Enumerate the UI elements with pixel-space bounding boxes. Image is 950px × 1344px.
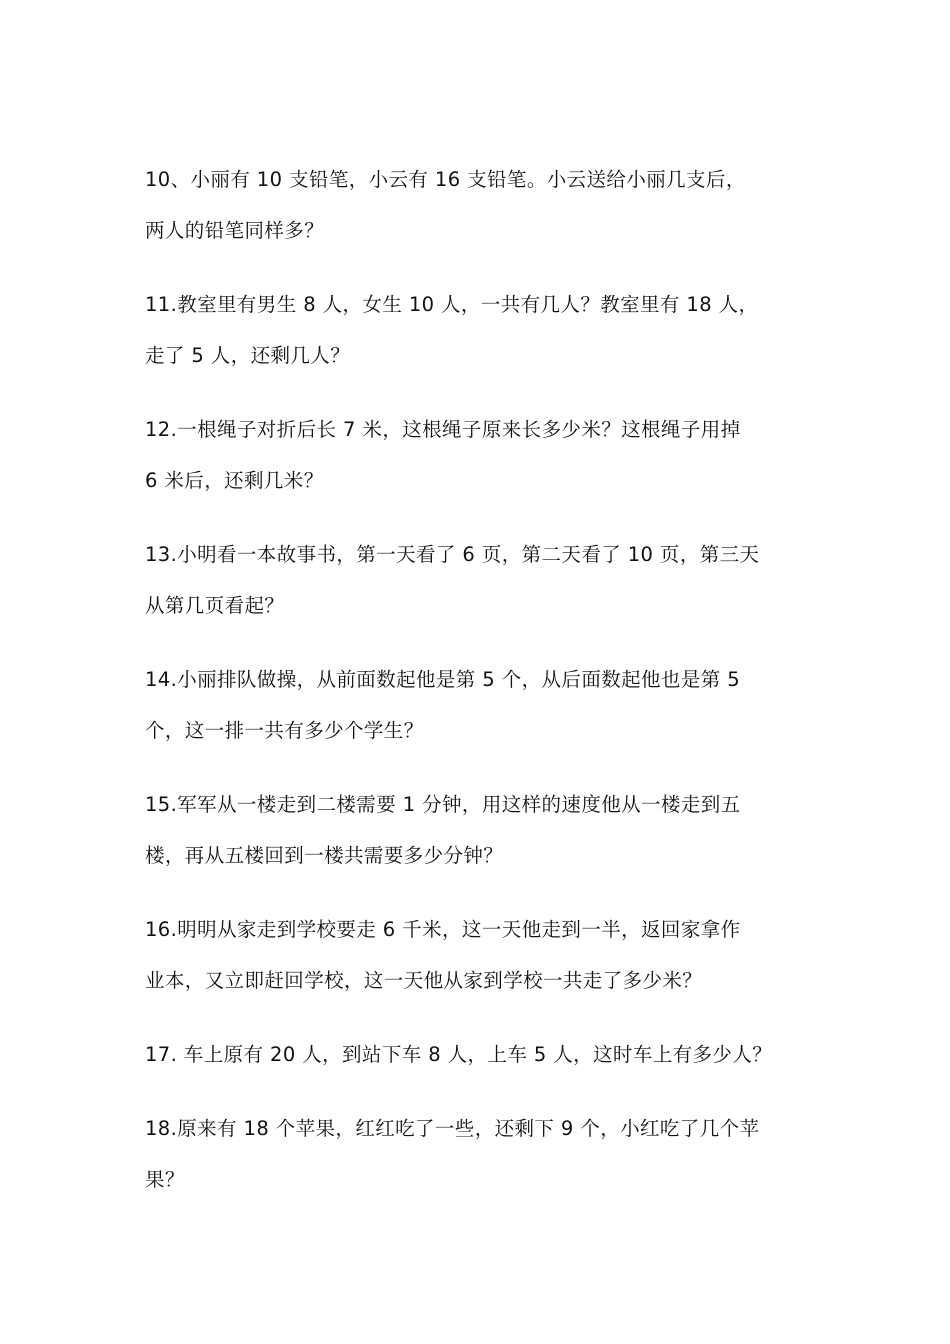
problem-17 bbox=[145, 1029, 815, 1080]
problem-14 bbox=[145, 654, 815, 756]
problem-list bbox=[145, 154, 815, 1228]
problem-16-line-1: 16.明明从家走到学校要走 6 千米，这一天他走到一半，返回家拿作 bbox=[145, 918, 741, 941]
problem-14-line-1: 14.小丽排队做操，从前面数起他是第 5 个，从后面数起他也是第 5 bbox=[145, 668, 741, 691]
problem-10 bbox=[145, 154, 815, 256]
problem-11 bbox=[145, 279, 815, 381]
problem-12-line-2: 6 米后，还剩几米？ bbox=[145, 469, 324, 492]
problem-13 bbox=[145, 529, 815, 631]
problem-10-line-1: 10、小丽有 10 支铅笔，小云有 16 支铅笔。小云送给小丽几支后， bbox=[145, 168, 746, 191]
problem-11-line-1: 11.教室里有男生 8 人，女生 10 人，一共有几人？教室里有 18 人， bbox=[145, 293, 759, 316]
problem-13-line-1: 13.小明看一本故事书，第一天看了 6 页，第二天看了 10 页，第三天 bbox=[145, 543, 760, 566]
problem-18 bbox=[145, 1103, 815, 1205]
problem-11-line-2: 走了 5 人，还剩几人？ bbox=[145, 344, 351, 367]
problem-15 bbox=[145, 779, 815, 881]
problem-17-line-1: 17. 车上原有 20 人，到站下车 8 人，上车 5 人，这时车上有多少人？ bbox=[145, 1043, 773, 1066]
problem-13-line-2: 从第几页看起？ bbox=[145, 594, 285, 617]
problem-12-line-1: 12.一根绳子对折后长 7 米，这根绳子原来长多少米？这根绳子用掉 bbox=[145, 418, 741, 441]
problem-16-line-2: 业本，又立即赶回学校，这一天他从家到学校一共走了多少米？ bbox=[145, 969, 703, 992]
problem-15-line-1: 15.军军从一楼走到二楼需要 1 分钟，用这样的速度他从一楼走到五 bbox=[145, 793, 741, 816]
problem-18-line-1: 18.原来有 18 个苹果，红红吃了一些，还剩下 9 个，小红吃了几个苹 bbox=[145, 1117, 760, 1140]
problem-12 bbox=[145, 404, 815, 506]
problem-14-line-2: 个，这一排一共有多少个学生？ bbox=[145, 719, 424, 742]
problem-16 bbox=[145, 904, 815, 1006]
problem-10-line-2: 两人的铅笔同样多？ bbox=[145, 219, 325, 242]
problem-15-line-2: 楼，再从五楼回到一楼共需要多少分钟？ bbox=[145, 844, 504, 867]
problem-18-line-2: 果？ bbox=[145, 1168, 185, 1191]
